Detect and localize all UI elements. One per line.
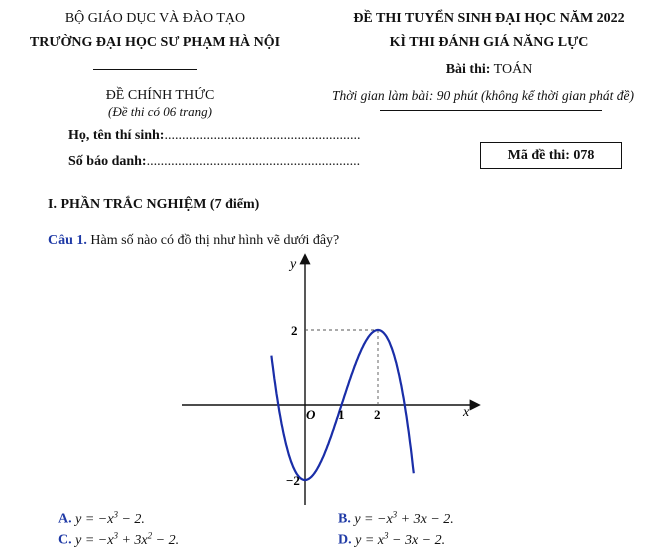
function-curve — [271, 330, 413, 480]
answer-b[interactable] — [338, 509, 454, 528]
answer-a-label: A. — [58, 511, 72, 527]
candidate-id-label: Số báo danh: — [68, 154, 147, 169]
tick-y-2: 2 — [291, 323, 298, 338]
subject-name: TOÁN — [493, 62, 533, 77]
origin-label: O — [306, 407, 316, 422]
answer-d-label: D. — [338, 532, 352, 548]
exam-type: KÌ THI ĐÁNH GIÁ NĂNG LỰC — [389, 35, 589, 50]
exam-code-box: Mã đề thi: 078 — [480, 142, 622, 169]
question-1 — [48, 233, 339, 249]
exam-subject — [330, 62, 648, 78]
tick-y-minus-2: −2 — [286, 473, 300, 488]
candidate-name-line — [68, 128, 360, 144]
header-left-divider — [93, 69, 197, 70]
answer-a[interactable] — [58, 509, 145, 528]
x-axis-label: x — [463, 405, 470, 420]
exam-time: Thời gian làm bài: 90 phút (không kể thời gian phát đề) — [332, 88, 635, 103]
candidate-id-dots: ............................................................. — [146, 154, 361, 169]
candidate-name-label: Họ, tên thí sinh: — [68, 128, 165, 143]
answer-d[interactable] — [338, 530, 445, 549]
page-count: (Đề thi có 06 trang) — [108, 104, 212, 119]
exam-title: ĐỀ THI TUYỂN SINH ĐẠI HỌC NĂM 2022 — [353, 11, 625, 26]
ministry-name: BỘ GIÁO DỤC VÀ ĐÀO TẠO — [64, 11, 246, 26]
subject-label: Bài thi: — [445, 62, 491, 77]
candidate-name-dots: ........................................................ — [164, 128, 361, 143]
y-axis-label: y — [290, 257, 297, 272]
answer-c-formula: $y = -x^3 + 3x^2 - 2$. — [75, 530, 180, 548]
question-text: Hàm số nào có đồ thị như hình vẽ dưới đây? — [90, 233, 340, 248]
answer-b-label: B. — [338, 511, 351, 527]
candidate-id-line — [68, 154, 360, 170]
tick-x-2: 2 — [374, 407, 381, 422]
tick-x-1: 1 — [338, 407, 345, 422]
header-right-divider — [380, 110, 602, 111]
answer-a-formula: $y = -x^3 - 2$. — [75, 509, 145, 527]
answer-d-formula: $y = x^3 - 3x - 2$. — [355, 530, 446, 548]
answer-b-formula: $y = -x^3 + 3x - 2$. — [354, 509, 454, 527]
university-name: TRƯỜNG ĐẠI HỌC SƯ PHẠM HÀ NỘI — [29, 35, 281, 50]
official-label: ĐỀ CHÍNH THỨC — [105, 88, 215, 103]
answer-c[interactable] — [58, 530, 179, 549]
section-title: I. PHẦN TRẮC NGHIỆM (7 điểm) — [48, 197, 260, 212]
answer-c-label: C. — [58, 532, 72, 548]
question-label: Câu 1. — [48, 233, 87, 248]
